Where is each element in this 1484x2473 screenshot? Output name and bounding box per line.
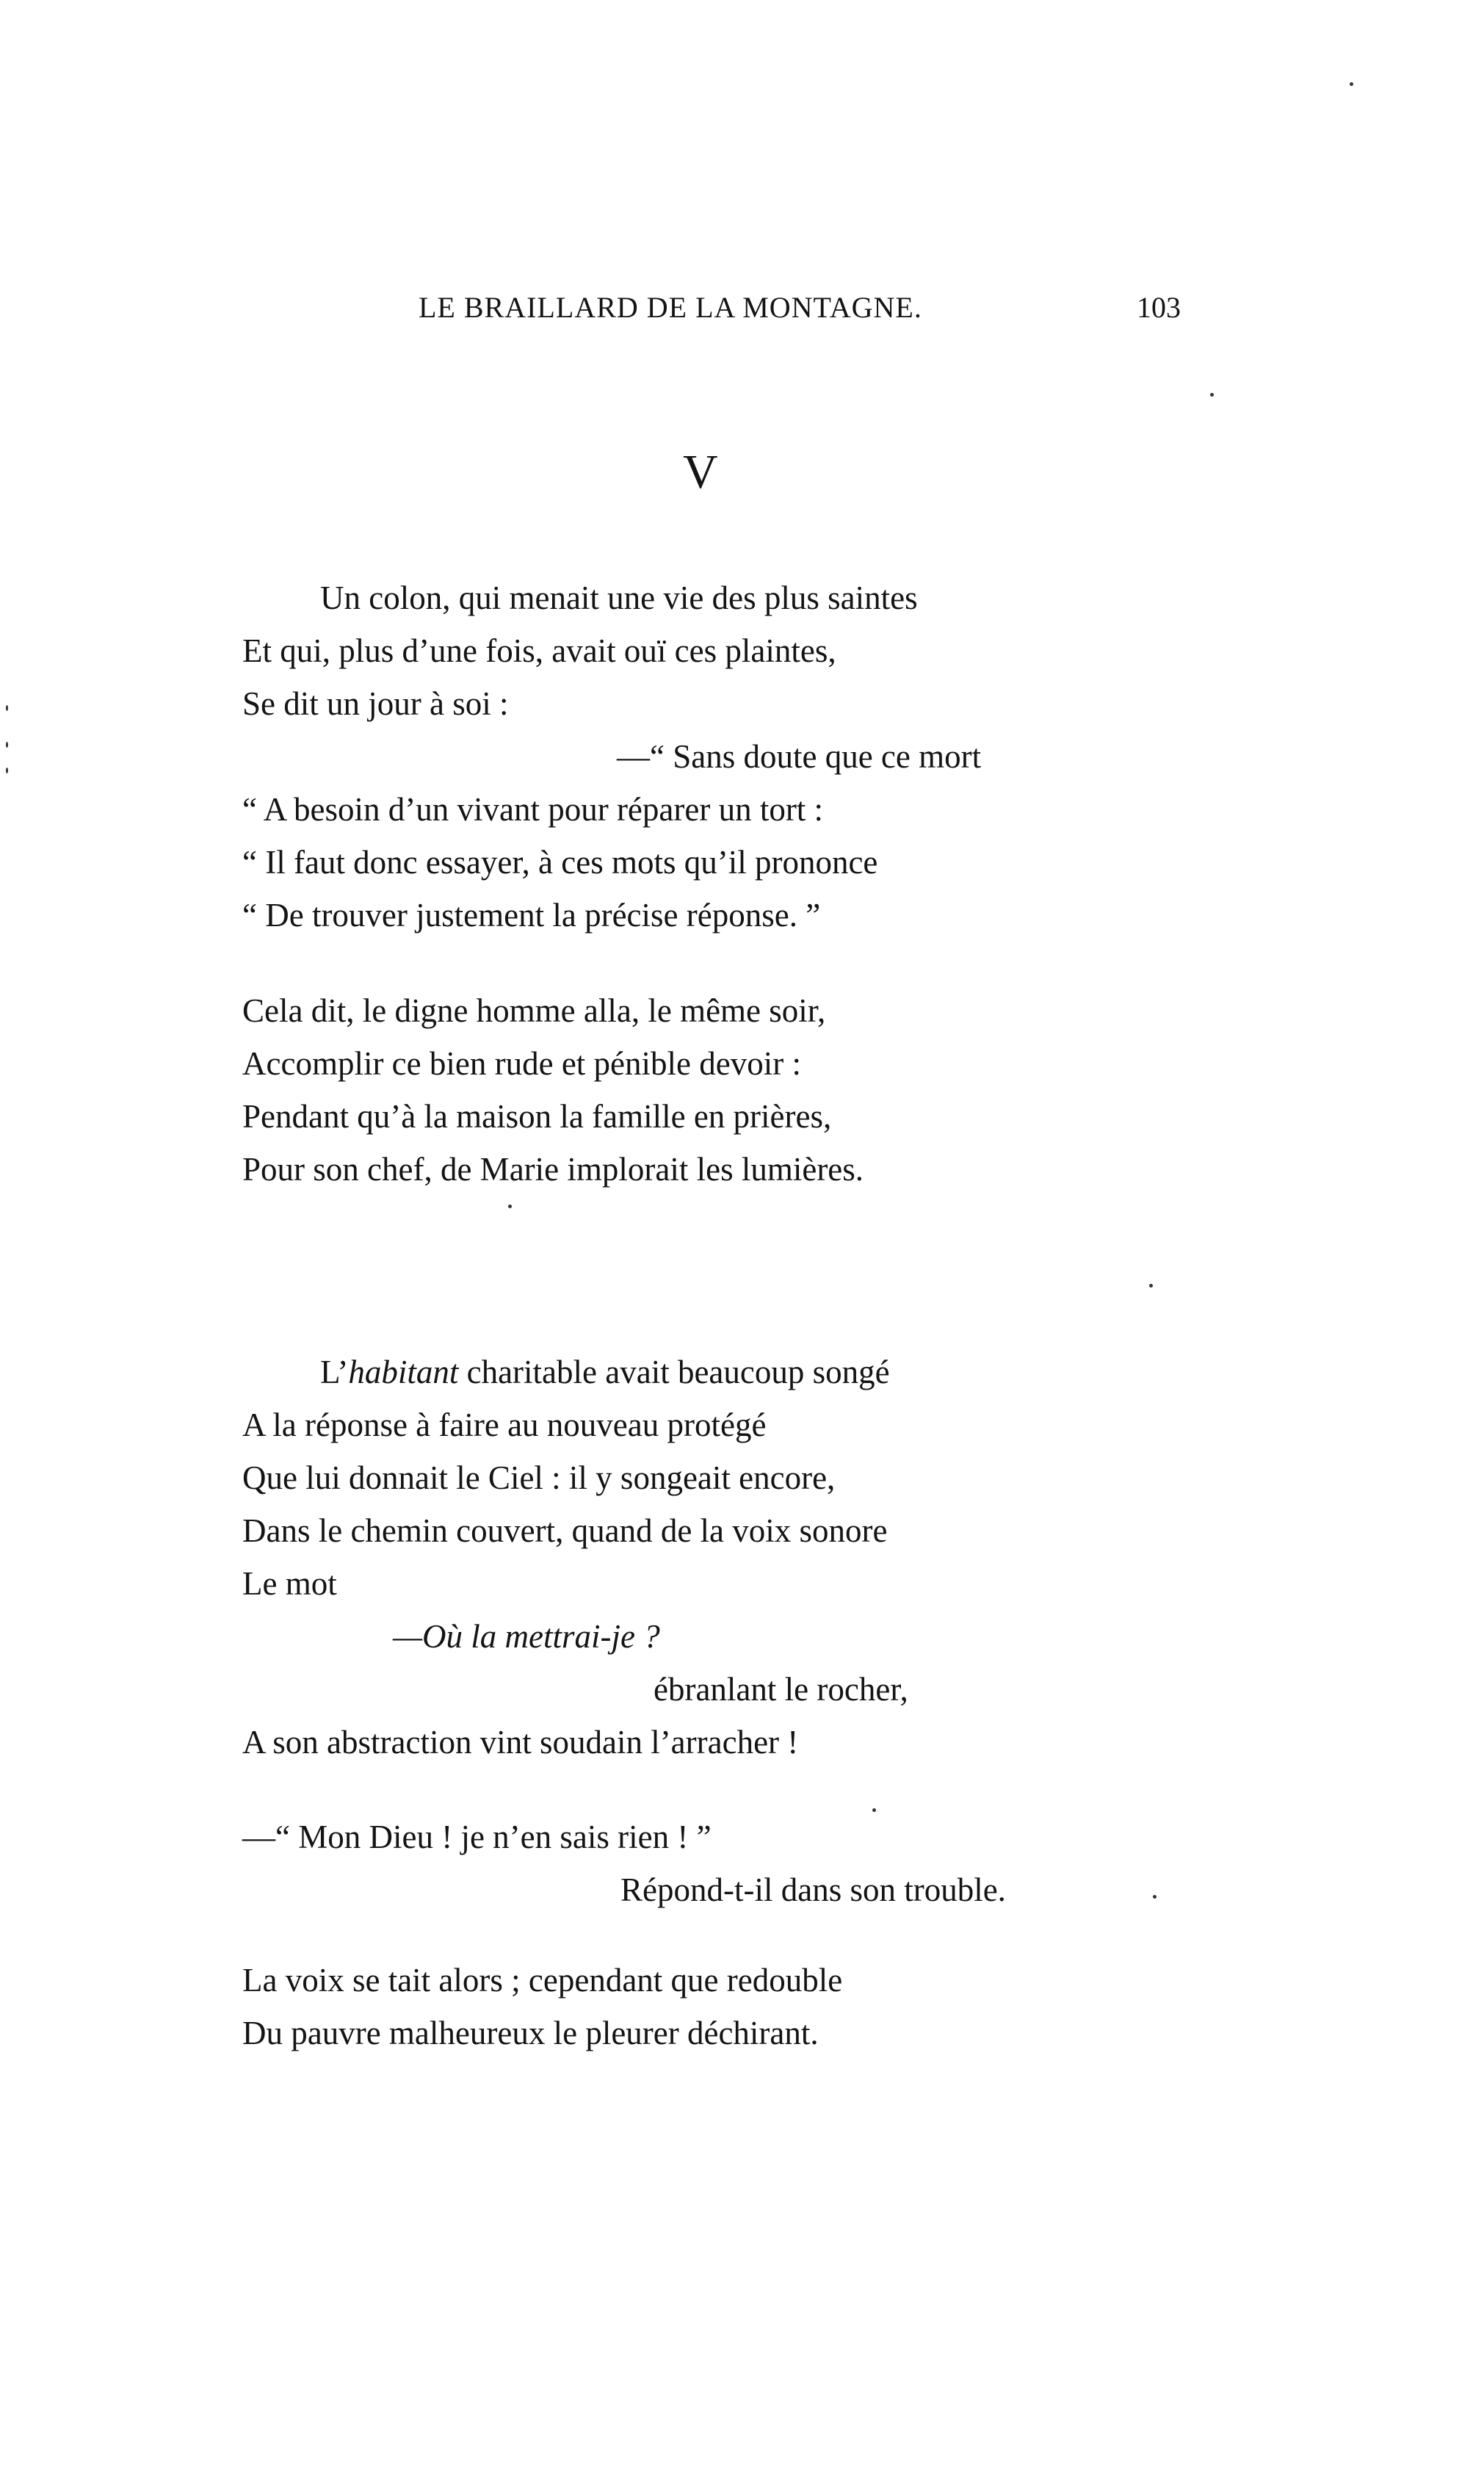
verse-line: —“ Mon Dieu ! je n’en sais rien ! ” [242, 1819, 712, 1855]
scan-speck [1350, 82, 1353, 86]
verse-line: A la réponse à faire au nouveau protégé [242, 1407, 767, 1443]
italic-word: habitant [348, 1354, 459, 1390]
scan-speck [6, 768, 8, 773]
verse-line: Répond-t-il dans son trouble. [620, 1871, 1006, 1908]
verse-line: “ De trouver justement la précise réponse. ” [242, 897, 821, 934]
verse-line: ébranlant le rocher, [654, 1671, 908, 1708]
verse-line: Accomplir ce bien rude et pénible devoir : [242, 1045, 801, 1082]
verse-line: Pendant qu’à la maison la famille en prières, [242, 1098, 832, 1135]
scan-speck [1153, 1895, 1157, 1899]
scan-speck [508, 1205, 512, 1208]
verse-line: Pour son chef, de Marie implorait les lumières. [242, 1151, 864, 1188]
verse-line: Cela dit, le digne homme alla, le même soir, [242, 992, 826, 1029]
scan-speck [6, 705, 8, 711]
page-number: 103 [1137, 291, 1181, 324]
verse-line: Se dit un jour à soi : [242, 685, 509, 722]
stanza-5 [242, 1954, 842, 2059]
verse-line: Un colon, qui menait une vie des plus saintes [320, 580, 918, 616]
verse-line: A son abstraction vint soudain l’arracher ! [242, 1724, 799, 1761]
stanza-4 [242, 1810, 1006, 1916]
verse-line: “ A besoin d’un vivant pour réparer un tort : [242, 791, 824, 828]
verse-line: Le mot [242, 1565, 337, 1602]
scan-speck [1149, 1284, 1153, 1288]
verse-line: Que lui donnait le Ciel : il y songeait encore, [242, 1459, 836, 1496]
verse-line: —“ Sans doute que ce mort [617, 738, 982, 775]
stanza-2 [242, 984, 864, 1196]
verse-line: Et qui, plus d’une fois, avait ouï ces plaintes, [242, 632, 836, 669]
verse-line: L’habitant charitable avait beaucoup songé [320, 1354, 890, 1390]
stanza-1 [242, 571, 981, 942]
verse-line: —Où la mettrai-je ? [393, 1618, 660, 1655]
section-numeral: V [683, 445, 718, 499]
running-title: LE BRAILLARD DE LA MONTAGNE. [419, 291, 922, 324]
verse-line: Dans le chemin couvert, quand de la voix sonore [242, 1512, 888, 1549]
verse-line: “ Il faut donc essayer, à ces mots qu’il prononce [242, 844, 878, 881]
verse-line: La voix se tait alors ; cependant que redouble [242, 1962, 843, 1999]
stanza-3 [242, 1346, 908, 1769]
scan-speck [1210, 393, 1214, 397]
scan-speck [6, 742, 8, 748]
scan-speck [872, 1808, 876, 1812]
verse-line: Du pauvre malheureux le pleurer déchirant. [242, 2015, 819, 2051]
